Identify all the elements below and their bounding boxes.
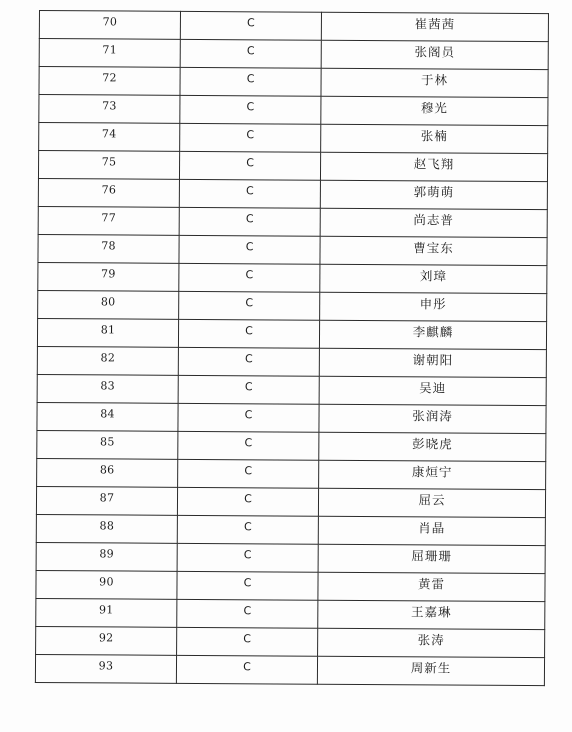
roster-table (35, 10, 549, 686)
row-number-cell-text: 73 (102, 99, 117, 113)
name-cell (321, 40, 548, 69)
row-number-cell (39, 11, 180, 40)
name-cell-text: 曹宝东 (413, 240, 454, 256)
name-cell-text: 周新生 (410, 660, 452, 676)
name-cell (318, 488, 545, 517)
grade-cell-text: C (243, 604, 252, 618)
name-cell-text: 赵飞翔 (413, 156, 455, 172)
table-row (36, 542, 545, 573)
row-number-cell-text: 83 (100, 379, 116, 393)
grade-cell (180, 39, 321, 68)
table-row (36, 514, 545, 545)
row-number-cell (38, 178, 179, 207)
row-number-cell (38, 290, 179, 319)
grade-cell (180, 67, 321, 96)
grade-cell (177, 599, 318, 628)
grade-cell-text: C (244, 408, 253, 422)
name-cell-text: 黄雷 (417, 576, 446, 592)
grade-cell-text: C (245, 296, 254, 310)
name-cell (321, 96, 548, 125)
roster-table-wrapper (35, 10, 548, 686)
grade-cell (178, 347, 319, 376)
row-number-cell (36, 514, 177, 543)
grade-cell-text: C (244, 464, 253, 478)
name-cell (319, 320, 546, 349)
row-number-cell-text: 91 (98, 603, 114, 617)
name-cell (321, 124, 548, 153)
name-cell (318, 544, 545, 573)
grade-cell (177, 515, 318, 544)
grade-cell-text: C (244, 492, 252, 506)
row-number-cell (36, 598, 177, 627)
row-number-cell-text: 88 (99, 519, 115, 533)
row-number-cell-text: 87 (99, 491, 115, 505)
row-number-cell-text: 81 (100, 323, 116, 337)
grade-cell (176, 655, 317, 684)
grade-cell-text: C (243, 632, 252, 646)
name-cell-text: 彭晓虎 (412, 436, 453, 452)
row-number-cell-text: 75 (101, 155, 117, 169)
grade-cell (177, 627, 318, 656)
name-cell-text: 康烜宁 (411, 464, 453, 480)
table-row (39, 95, 548, 126)
grade-cell-text: C (246, 72, 255, 86)
table-row (38, 151, 547, 182)
row-number-cell-text: 76 (101, 183, 117, 197)
grade-cell-text: C (244, 380, 253, 394)
name-cell (319, 404, 546, 433)
name-cell-text: 王嘉琳 (411, 604, 452, 620)
table-row (39, 123, 548, 154)
table-row (37, 346, 546, 377)
row-number-cell (38, 206, 179, 235)
row-number-cell-text: 77 (101, 211, 117, 225)
name-cell-text: 肖晶 (418, 520, 446, 536)
row-number-cell (37, 346, 178, 375)
table-row (37, 402, 546, 433)
row-number-cell-text: 79 (101, 267, 116, 281)
row-number-cell (35, 654, 176, 683)
name-cell-text: 张涛 (417, 632, 445, 648)
name-cell (318, 516, 545, 545)
table-row (36, 486, 545, 517)
name-cell (317, 656, 544, 685)
grade-cell (179, 291, 320, 320)
row-number-cell-text: 78 (101, 239, 116, 253)
grade-cell (178, 375, 319, 404)
grade-cell (177, 543, 318, 572)
name-cell (321, 12, 548, 41)
name-cell (318, 572, 545, 601)
table-row (38, 178, 547, 209)
grade-cell (177, 571, 318, 600)
name-cell (320, 236, 547, 265)
table-row (37, 458, 546, 489)
grade-cell (179, 263, 320, 292)
grade-cell (178, 319, 319, 348)
name-cell (319, 432, 546, 461)
name-cell-text: 吴迪 (419, 380, 447, 396)
name-cell (320, 292, 547, 321)
grade-cell (180, 11, 321, 40)
name-cell (319, 460, 546, 489)
table-row (38, 290, 547, 321)
name-cell-text: 穆光 (420, 100, 448, 116)
grade-cell-text: C (244, 352, 253, 366)
name-cell (320, 152, 547, 181)
table-row (36, 626, 545, 657)
name-cell (320, 208, 547, 237)
row-number-cell (38, 234, 179, 263)
grade-cell-text: C (246, 44, 255, 58)
row-number-cell-text: 93 (98, 659, 114, 673)
grade-cell (179, 235, 320, 264)
grade-cell-text: C (243, 548, 252, 562)
row-number-cell (36, 626, 177, 655)
roster-table-body (35, 11, 548, 686)
table-row (37, 430, 546, 461)
table-row (38, 206, 547, 237)
grade-cell (177, 487, 318, 516)
row-number-cell (36, 486, 177, 515)
row-number-cell-text: 80 (100, 295, 116, 309)
row-number-cell-text: 74 (101, 127, 117, 141)
grade-cell (179, 179, 320, 208)
name-cell (318, 628, 545, 657)
row-number-cell (37, 458, 178, 487)
grade-cell-text: C (243, 520, 252, 534)
row-number-cell (38, 262, 179, 291)
grade-cell-text: C (244, 436, 253, 450)
table-row (39, 11, 548, 42)
name-cell (320, 180, 547, 209)
row-number-cell-text: 92 (98, 631, 114, 645)
row-number-cell (37, 318, 178, 347)
table-row (35, 654, 544, 685)
row-number-cell (36, 570, 177, 599)
row-number-cell (38, 151, 179, 180)
grade-cell-text: C (246, 184, 254, 198)
row-number-cell (37, 374, 178, 403)
row-number-cell (39, 67, 180, 96)
grade-cell-text: C (247, 16, 255, 30)
table-row (37, 374, 546, 405)
name-cell-text: 谢朝阳 (412, 352, 454, 368)
grade-cell-text: C (246, 128, 255, 142)
grade-cell-text: C (246, 100, 255, 114)
table-row (39, 39, 548, 70)
row-number-cell (39, 95, 180, 124)
name-cell-text: 于林 (421, 72, 449, 88)
grade-cell (180, 95, 321, 124)
grade-cell-text: C (245, 268, 254, 282)
name-cell-text: 尚志普 (413, 212, 455, 228)
name-cell (321, 68, 548, 97)
table-row (37, 318, 546, 349)
grade-cell-text: C (245, 324, 253, 338)
name-cell-text: 申彤 (419, 296, 447, 312)
name-cell-text: 崔茜茜 (414, 16, 456, 32)
grade-cell (179, 207, 320, 236)
row-number-cell (37, 402, 178, 431)
row-number-cell-text: 84 (100, 407, 115, 421)
row-number-cell-text: 72 (102, 71, 117, 85)
grade-cell (178, 403, 319, 432)
name-cell-text: 屈云 (418, 492, 446, 508)
table-row (36, 598, 545, 629)
name-cell-text: 郭萌萌 (413, 184, 455, 200)
name-cell-text: 张阁员 (414, 44, 456, 60)
name-cell-text: 屈珊珊 (411, 548, 452, 564)
row-number-cell-text: 70 (102, 15, 118, 29)
name-cell-text: 张楠 (420, 128, 448, 144)
row-number-cell-text: 86 (99, 463, 115, 477)
row-number-cell (39, 39, 180, 68)
grade-cell (178, 459, 319, 488)
name-cell (319, 348, 546, 377)
grade-cell-text: C (246, 156, 254, 170)
row-number-cell-text: 89 (99, 547, 115, 561)
grade-cell-text: C (243, 660, 251, 674)
row-number-cell-text: 82 (100, 351, 116, 365)
grade-cell (178, 431, 319, 460)
row-number-cell (36, 542, 177, 571)
table-row (38, 262, 547, 293)
row-number-cell-text: 85 (100, 435, 115, 449)
table-row (38, 234, 547, 265)
name-cell (320, 264, 547, 293)
name-cell-text: 李麒麟 (412, 324, 454, 340)
grade-cell (180, 123, 321, 152)
table-row (36, 570, 545, 601)
row-number-cell (37, 430, 178, 459)
name-cell-text: 刘璋 (419, 268, 447, 284)
name-cell (318, 600, 545, 629)
row-number-cell-text: 71 (102, 43, 118, 57)
grade-cell (179, 151, 320, 180)
name-cell-text: 张润涛 (412, 408, 453, 424)
grade-cell-text: C (245, 240, 254, 254)
row-number-cell-text: 90 (99, 575, 114, 589)
grade-cell-text: C (245, 212, 254, 226)
grade-cell-text: C (243, 576, 252, 590)
row-number-cell (39, 123, 180, 152)
name-cell (319, 376, 546, 405)
table-row (39, 67, 548, 98)
